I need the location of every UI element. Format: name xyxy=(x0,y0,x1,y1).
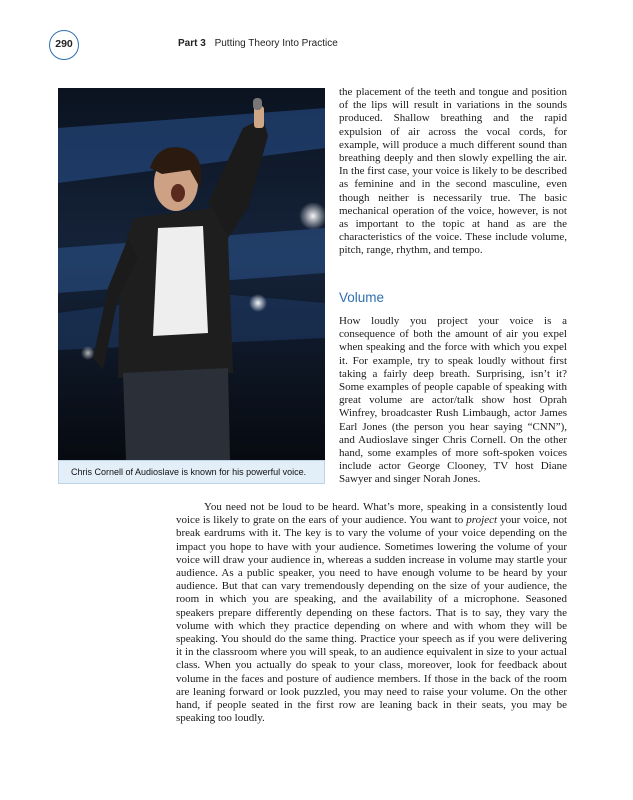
body-paragraph-1: the placement of the teeth and tongue and position of the lips will result in variations in the sounds produced. Shallow breathing and the rapid expulsion of air across the vocal cords, for example, will produce a much different sound than breathing deeply and then slowly expelling the air. In the first case, your voice is likely to be described as feminine and in the second masculine, even though neither is necessarily true. The basic mechanical operation of the voice, however, is not as important to the topic at hand as are the characteristics of the voice. These include volume, pitch, range, rhythm, and tempo. xyxy=(339,86,567,257)
running-head xyxy=(178,38,338,49)
body-paragraph-3 xyxy=(176,501,567,725)
concert-illustration xyxy=(58,88,325,460)
emphasis-project: project xyxy=(466,514,498,527)
paragraph-3-text-a: You need not be loud to be heard. What’s more, speaking in a consistently loud voice is likely to grate on the ears of your audience. You want to xyxy=(176,501,567,527)
figure-caption: Chris Cornell of Audioslave is known for his powerful voice. xyxy=(58,460,325,484)
singer-photo xyxy=(58,88,325,460)
part-label: Part 3 xyxy=(178,38,206,49)
body-paragraph-2: How loudly you project your voice is a consequence of both the amount of air you expel when speaking and the force with which you expel it. For example, try to speak loudly without first taking a fairly deep breath. Surprising, isn’t it? Some examples of people capable of speaking with great volume are actor/talk show host Oprah Winfrey, broadcaster Rush Limbaugh, actor James Earl Jones (the person you hear saying “CNN”), and Audioslave singer Chris Cornell. On the other hand, some examples of more soft-spoken voices include actor George Clooney, TV host Diane Sawyer and singer Norah Jones. xyxy=(339,315,567,486)
section-heading-volume: Volume xyxy=(339,290,385,305)
section-title: Putting Theory Into Practice xyxy=(214,38,338,49)
paragraph-3-text-b: your voice, not break eardrums with it. The key is to vary the volume of your voice depending on the impact you hope to have with your audience. Sometimes lowering the volume of your voice will draw your audience in, whereas a sudden increase in volume may startle your audience. As a public speaker, you need to have enough volume to be heard by your audience. But that can vary tremendously depending on the size of your audience, the room in which you are speaking, and the availability of a microphone. Seasoned speakers prepare differently depending on these factors. That is to say, they vary the volume with which they practice depending on where and with whom they will be speaking. You should do the same thing. Practice your speech as if you were delivering it in the classroom where you will speak, to an audience equivalent in size to your actual class. When you actually do speak to your class, moreover, look for feedback about volume in the faces and posture of audience members. If those in the back of the room are leaning forward or look puzzled, you may need to raise your volume. On the other hand, if people seated in the first row are leaning back in their seats, you may be speaking too loudly. xyxy=(176,514,568,725)
page-number: 290 xyxy=(49,30,79,60)
